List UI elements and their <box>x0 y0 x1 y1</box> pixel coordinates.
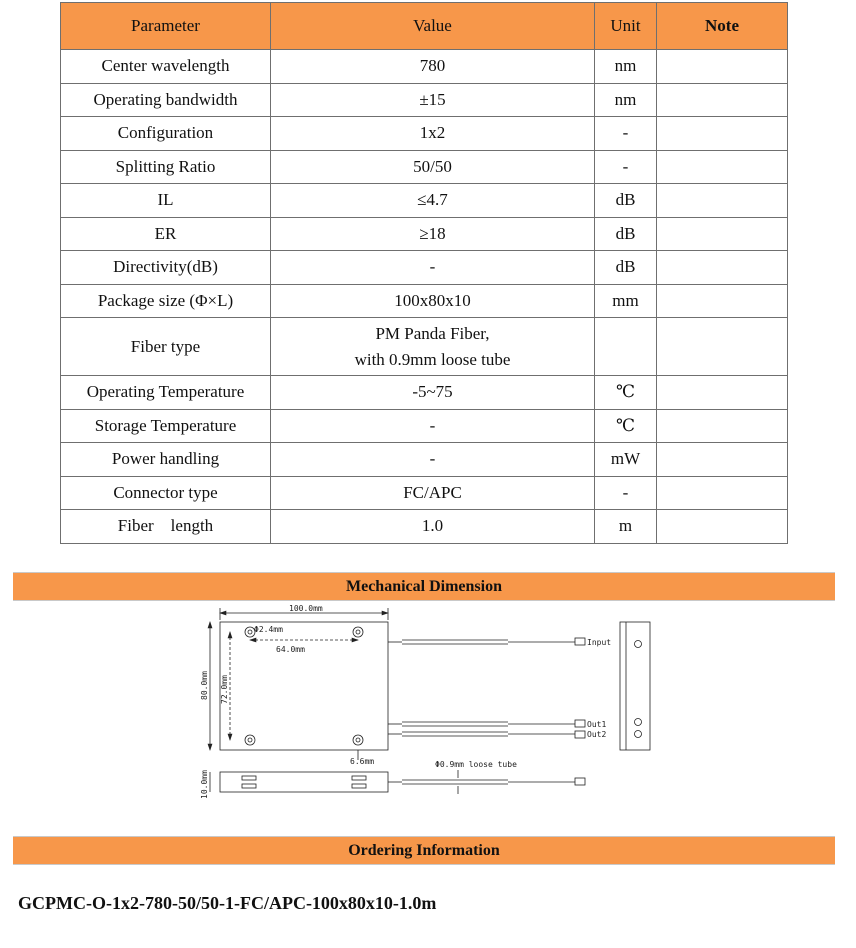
cell-parameter: Package size (Φ×L) <box>61 284 271 318</box>
cell-unit: ℃ <box>595 376 657 410</box>
mount-hole <box>353 735 363 745</box>
table-row <box>61 510 788 544</box>
cell-parameter: Splitting Ratio <box>61 150 271 184</box>
cell-note <box>657 251 788 285</box>
cell-value: - <box>271 251 595 285</box>
table-row <box>61 50 788 84</box>
inner-height-label: 72.0mm <box>220 675 229 704</box>
cell-value: 1.0 <box>271 510 595 544</box>
cell-note <box>657 217 788 251</box>
cell-unit: - <box>595 476 657 510</box>
cell-unit: nm <box>595 50 657 84</box>
side-view-outline <box>220 772 388 792</box>
cell-note <box>657 184 788 218</box>
table-row <box>61 251 788 285</box>
cell-parameter: Configuration <box>61 117 271 151</box>
cell-parameter: IL <box>61 184 271 218</box>
port-end-view <box>620 622 650 750</box>
mount-hole <box>248 630 252 634</box>
cell-value-line: PM Panda Fiber, <box>375 323 490 343</box>
cell-value: 1x2 <box>271 117 595 151</box>
table-row <box>61 409 788 443</box>
out1-label: Out1 <box>587 720 607 729</box>
mount-hole <box>356 630 360 634</box>
width-label: 100.0mm <box>289 604 323 613</box>
cell-parameter: Operating Temperature <box>61 376 271 410</box>
mechanical-dimension-title: Mechanical Dimension <box>13 572 835 601</box>
housing-outline <box>220 622 388 750</box>
tube-label: Φ0.9mm loose tube <box>435 760 517 769</box>
cell-unit: - <box>595 150 657 184</box>
mount-hole <box>245 735 255 745</box>
cell-note <box>657 318 788 376</box>
hole-label: Φ2.4mm <box>254 625 283 634</box>
table-row <box>61 150 788 184</box>
cell-note <box>657 50 788 84</box>
table-row <box>61 217 788 251</box>
cell-parameter: Center wavelength <box>61 50 271 84</box>
cell-value: 50/50 <box>271 150 595 184</box>
table-row <box>61 476 788 510</box>
cell-unit: dB <box>595 184 657 218</box>
cell-parameter: Connector type <box>61 476 271 510</box>
header-parameter: Parameter <box>61 3 271 50</box>
cell-note <box>657 510 788 544</box>
cell-parameter: Directivity(dB) <box>61 251 271 285</box>
cell-parameter: Fiber type <box>61 318 271 376</box>
cell-parameter: Operating bandwidth <box>61 83 271 117</box>
cell-unit: m <box>595 510 657 544</box>
cell-note <box>657 284 788 318</box>
cell-unit: dB <box>595 217 657 251</box>
table-row <box>61 117 788 151</box>
cell-unit: - <box>595 117 657 151</box>
cell-unit: dB <box>595 251 657 285</box>
ordering-information-title: Ordering Information <box>13 836 835 865</box>
table-row <box>61 83 788 117</box>
part-number: GCPMC-O-1x2-780-50/50-1-FC/APC-100x80x10-1.0m <box>18 893 437 913</box>
cell-parameter: Fiber length <box>61 510 271 544</box>
table-row <box>61 284 788 318</box>
cell-value: 780 <box>271 50 595 84</box>
cell-note <box>657 83 788 117</box>
cell-note <box>657 117 788 151</box>
cell-value: -5~75 <box>271 376 595 410</box>
spec-table <box>60 2 788 544</box>
edge-label: 6.6mm <box>350 757 375 766</box>
cell-value: ≥18 <box>271 217 595 251</box>
spec-table-header <box>61 3 788 50</box>
cell-note <box>657 443 788 477</box>
cell-unit: mm <box>595 284 657 318</box>
cell-value-line: with 0.9mm loose tube <box>354 349 511 369</box>
cell-unit: ℃ <box>595 409 657 443</box>
input-connector <box>575 638 585 645</box>
header-note: Note <box>657 3 788 50</box>
cell-value: 100x80x10 <box>271 284 595 318</box>
cell-value: ≤4.7 <box>271 184 595 218</box>
thickness-label: 10.0mm <box>200 770 209 799</box>
header-unit: Unit <box>595 3 657 50</box>
cell-unit <box>595 318 657 376</box>
port-hole <box>635 731 642 738</box>
cell-value <box>271 318 595 376</box>
cell-note <box>657 376 788 410</box>
mechanical-drawing <box>190 600 660 810</box>
cell-unit: nm <box>595 83 657 117</box>
out2-label: Out2 <box>587 730 607 739</box>
mount-hole <box>353 627 363 637</box>
cell-parameter: Storage Temperature <box>61 409 271 443</box>
cell-parameter: ER <box>61 217 271 251</box>
cell-value: FC/APC <box>271 476 595 510</box>
out1-connector <box>575 720 585 727</box>
port-hole <box>635 719 642 726</box>
table-row <box>61 318 788 376</box>
hole-spacing-label: 64.0mm <box>276 645 305 654</box>
cell-value: ±15 <box>271 83 595 117</box>
cell-note <box>657 409 788 443</box>
mount-hole <box>356 738 360 742</box>
mount-hole <box>248 738 252 742</box>
height-label: 80.0mm <box>200 671 209 700</box>
table-row <box>61 184 788 218</box>
cell-note <box>657 150 788 184</box>
header-value: Value <box>271 3 595 50</box>
table-row <box>61 376 788 410</box>
cell-value: - <box>271 409 595 443</box>
port-hole <box>635 641 642 648</box>
cell-value: - <box>271 443 595 477</box>
cell-note <box>657 476 788 510</box>
out2-connector <box>575 731 585 738</box>
cell-parameter: Power handling <box>61 443 271 477</box>
input-label: Input <box>587 638 612 647</box>
cell-unit: mW <box>595 443 657 477</box>
table-row <box>61 443 788 477</box>
